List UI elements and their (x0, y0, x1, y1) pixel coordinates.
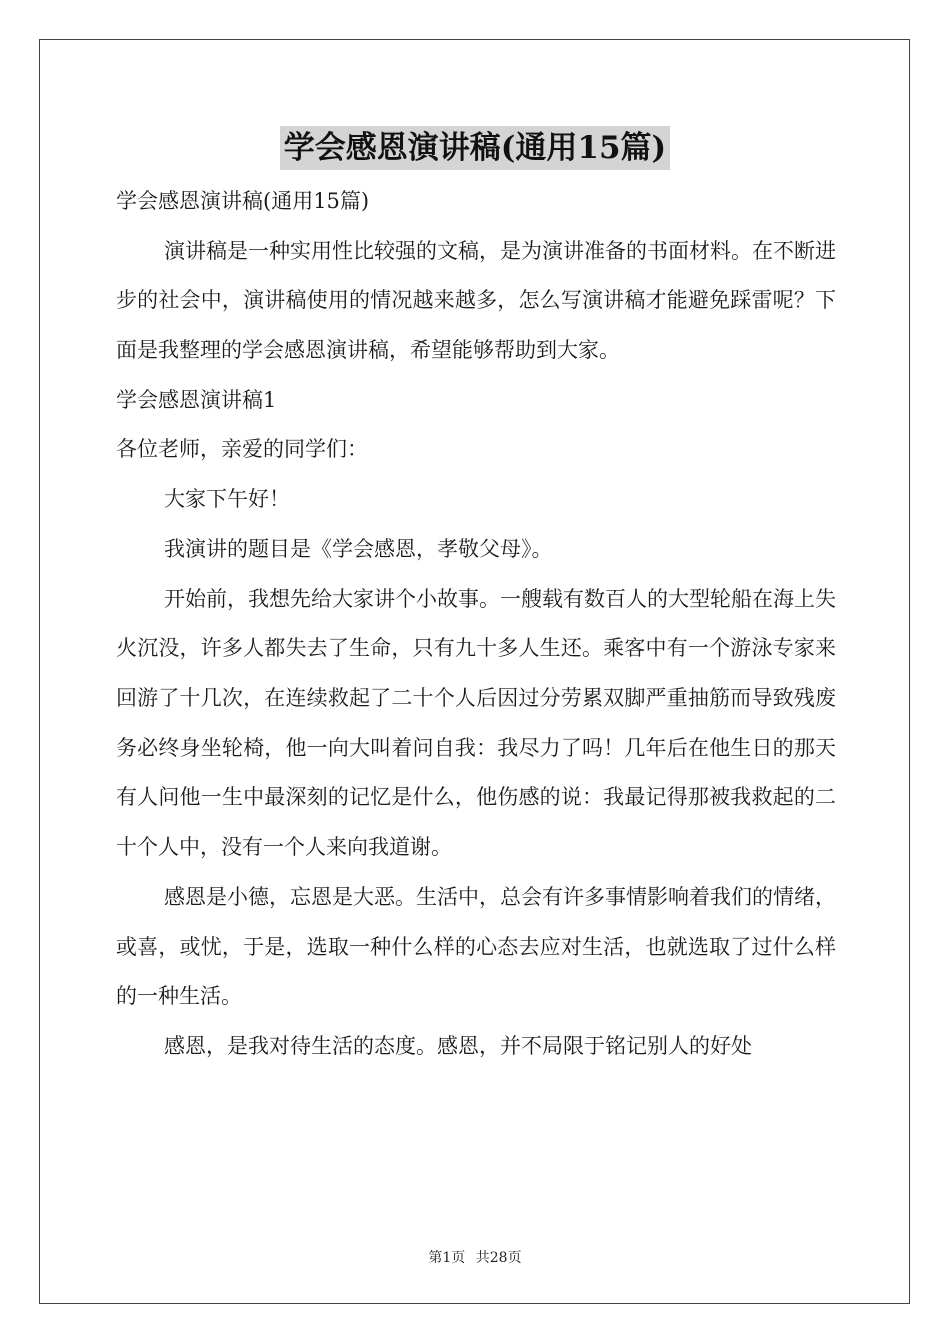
page-total: 共28页 (475, 1250, 522, 1266)
intro-paragraph: 演讲稿是一种实用性比较强的文稿，是为演讲准备的书面材料。在不断进步的社会中，演讲稿使用的情况越来越多，怎么写演讲稿才能避免踩雷呢？下面是我整理的学会感恩演讲稿，希望能够帮助到大家。 (116, 238, 836, 363)
subtitle-line: 学会感恩演讲稿(通用15篇) (116, 189, 370, 213)
page-number: 第1页 (428, 1250, 466, 1266)
story-paragraph: 开始前，我想先给大家讲个小故事。一艘载有数百人的大型轮船在海上失火沉没，许多人都失去了生命，只有九十多人生还。乘客中有一个游泳专家来回游了十几次，在连续救起了二十个人后因过分劳累双脚严重抽筋而导致残废务必终身坐轮椅，他一向大叫着问自我：我尽力了吗！几年后在他生日的那天有人问他一生中最深刻的记忆是什么，他伤感的说：我最记得那被我救起的二十个人中，没有一个人来向我道谢。 (116, 586, 836, 860)
topic-paragraph: 我演讲的题目是《学会感恩，孝敬父母》。 (164, 536, 553, 561)
attitude-paragraph: 感恩，是我对待生活的态度。感恩，并不局限于铭记别人的好处 (164, 1033, 752, 1058)
salutation: 各位老师，亲爱的同学们： (116, 437, 368, 462)
section-heading: 学会感恩演讲稿1 (116, 387, 277, 412)
greeting-paragraph: 大家下午好！ (164, 487, 290, 512)
document-title: 学会感恩演讲稿(通用15篇) (280, 126, 670, 170)
gratitude-paragraph: 感恩是小德，忘恩是大恶。生活中，总会有许多事情影响着我们的情绪，或喜，或忧，于是，选取一种什么样的心态去应对生活，也就选取了过什么样的一种生活。 (116, 884, 836, 1009)
page-footer (0, 1247, 950, 1267)
document-body (116, 177, 836, 1072)
title-container (0, 126, 950, 170)
